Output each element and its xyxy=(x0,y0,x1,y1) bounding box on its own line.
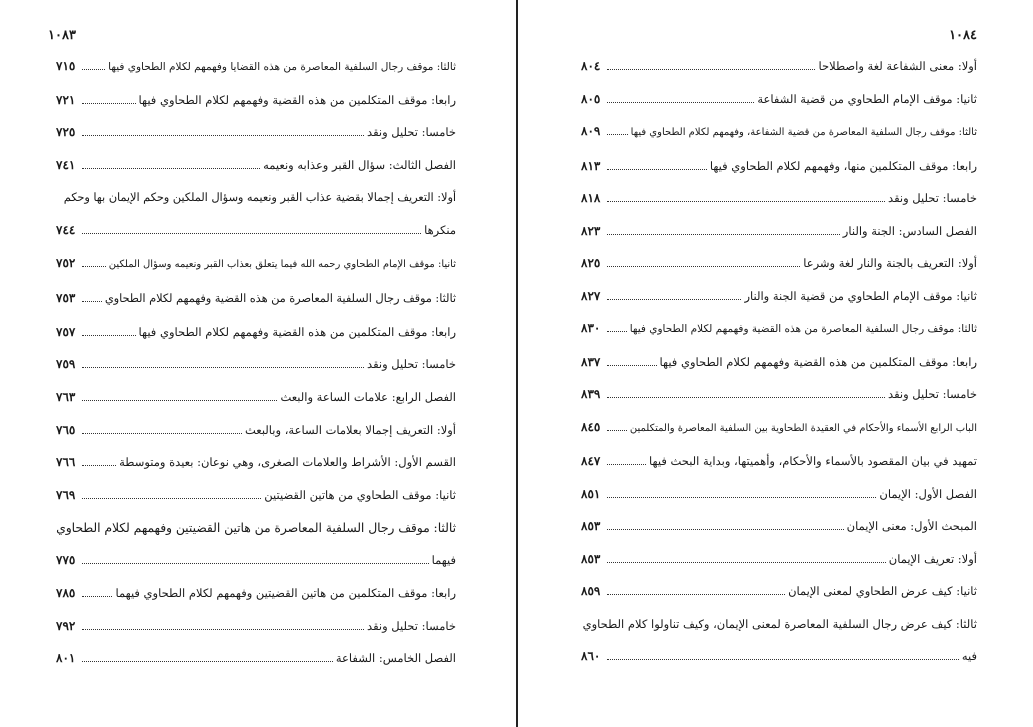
toc-entry-title-line: أولا: التعريف إجمالا بقضية عذاب القبر ونعيمه وسؤال الملكين وحكم الإيمان بها وحكم xyxy=(63,190,456,204)
toc-entry[interactable] xyxy=(581,223,977,239)
toc-entry[interactable] xyxy=(581,386,977,402)
dot-leader xyxy=(82,454,116,466)
toc-entry-title: ثانيا: كيف عرض الطحاوي لمعنى الإيمان xyxy=(788,584,977,598)
toc-entry-title: خامسا: تحليل ونقد xyxy=(367,125,456,140)
toc-entry-page-number: ٨٠٤ xyxy=(581,59,601,73)
toc-entry[interactable] xyxy=(56,92,456,108)
toc-entry-title: ثالثا: موقف رجال السلفية المعاصرة من هذه القضية وفهمهم لكلام الطحاوي xyxy=(104,291,456,305)
toc-entry[interactable] xyxy=(581,58,977,74)
toc-entry-title-line: ثالثا: كيف عرض رجال السلفية المعاصرة لمعنى الإيمان، وكيف تناولوا كلام الطحاوي xyxy=(582,616,977,631)
toc-entry-page-number: ٨٢٧ xyxy=(581,288,601,303)
toc-entry-title: تمهيد في بيان المقصود بالأسماء والأحكام، وأهميتها، وبداية البحث فيها xyxy=(649,454,977,468)
dot-leader xyxy=(607,354,656,366)
toc-entry-page-number: ٨٢٣ xyxy=(581,223,601,238)
toc-entry[interactable] xyxy=(56,454,456,470)
toc-entry-title: القسم الأول: الأشراط والعلامات الصغرى، وهي نوعان: بعيدة ومتوسطة xyxy=(119,455,456,470)
toc-entry-title-line: ثالثا: موقف رجال السلفية المعاصرة من هاتين القضيتين وفهمهم لكلام الطحاوي xyxy=(56,520,456,535)
toc-entry-page-number: ٧٢٥ xyxy=(56,125,76,140)
toc-entry-title: أولا: معنى الشفاعة لغة واصطلاحا xyxy=(818,59,977,73)
toc-entry-page-number: ٨٥٣ xyxy=(581,551,601,566)
toc-entry[interactable] xyxy=(581,255,977,271)
toc-entry-title: المبحث الأول: معنى الإيمان xyxy=(846,519,977,533)
toc-entry-page-number: ٧٤٤ xyxy=(56,223,76,238)
toc-entry[interactable] xyxy=(56,157,456,173)
toc-entry-page-number: ٨٣٩ xyxy=(581,387,601,401)
table-of-contents xyxy=(581,58,977,681)
toc-entry[interactable] xyxy=(581,320,977,337)
dot-leader xyxy=(607,486,876,498)
dot-leader xyxy=(607,419,627,431)
toc-entry-page-number: ٨٠٩ xyxy=(581,124,601,138)
toc-entry-page-number: ٨١٨ xyxy=(581,191,601,205)
toc-entry[interactable] xyxy=(56,389,456,405)
toc-entry-title: رابعا: موقف المتكلمين من هذه القضية وفهمهم لكلام الطحاوي فيها xyxy=(138,92,456,107)
dot-leader xyxy=(82,58,105,70)
dot-leader xyxy=(82,552,428,564)
dot-leader xyxy=(82,585,112,597)
dot-leader xyxy=(82,255,105,267)
toc-entry[interactable] xyxy=(56,422,456,438)
toc-entry[interactable] xyxy=(56,58,456,75)
toc-entry-title: رابعا: موقف المتكلمين منها، وفهمهم لكلام الطحاوي فيها xyxy=(709,158,977,173)
toc-entry-title: منكرها xyxy=(424,223,456,238)
toc-entry-title: أولا: تعريف الإيمان xyxy=(888,551,977,566)
toc-entry-title: الفصل الخامس: الشفاعة xyxy=(335,651,456,666)
dot-leader xyxy=(607,158,707,170)
toc-entry-title: فيهما xyxy=(431,553,456,568)
dot-leader xyxy=(607,583,785,595)
toc-entry-title: ثانيا: موقف الإمام الطحاوي من قضية الجنة والنار xyxy=(744,288,977,303)
toc-entry-title: ثالثا: موقف رجال السلفية المعاصرة من هذه القضية وفهمهم لكلام الطحاوي فيها xyxy=(629,323,977,335)
toc-entry-title: ثانيا: موقف الإمام الطحاوي رحمه الله فيما يتعلق بعذاب القبر ونعيمه وسؤال الملكين xyxy=(108,259,456,271)
toc-entry-title: الفصل الرابع: علامات الساعة والبعث xyxy=(280,389,456,404)
toc-entry-page-number: ٧٥٢ xyxy=(56,256,76,271)
toc-entry-page-number: ٧٨٥ xyxy=(56,586,76,600)
toc-entry[interactable] xyxy=(581,551,977,567)
toc-entry-page-number: ٧٦٣ xyxy=(56,389,76,404)
toc-entry-page-number: ٧٥٣ xyxy=(56,290,76,305)
toc-entry-title: ثالثا: موقف رجال السلفية المعاصرة من قضية الشفاعة، وفهمهم لكلام الطحاوي فيها xyxy=(630,127,977,138)
toc-entry[interactable] xyxy=(581,354,977,370)
dot-leader xyxy=(82,356,364,368)
dot-leader xyxy=(82,290,102,302)
toc-entry[interactable] xyxy=(56,650,456,666)
toc-entry-page-number: ٧٥٧ xyxy=(56,324,76,339)
toc-entry-page-number: ٨١٣ xyxy=(581,158,601,173)
dot-leader xyxy=(82,618,364,630)
toc-entry-title: ثالثا: موقف رجال السلفية المعاصرة من هذه القضايا وفهمهم لكلام الطحاوي فيها xyxy=(108,61,456,73)
dot-leader xyxy=(607,255,800,267)
dot-leader xyxy=(82,324,135,336)
toc-entry-page-number: ٧٦٦ xyxy=(56,455,76,470)
toc-entry[interactable] xyxy=(581,123,977,141)
dot-leader xyxy=(607,223,839,235)
toc-entry-page-number: ٨٠١ xyxy=(56,651,76,666)
dot-leader xyxy=(607,453,646,465)
dot-leader xyxy=(607,190,885,202)
toc-entry-title: الباب الرابع الأسماء والأحكام في العقيدة الطحاوية بين السلفية المعاصرة والمتكلمين xyxy=(629,422,977,434)
toc-entry[interactable] xyxy=(581,91,977,107)
toc-entry[interactable] xyxy=(581,486,977,502)
toc-entry[interactable] xyxy=(581,583,977,599)
toc-entry-title: الفصل الأول: الإيمان xyxy=(879,486,977,501)
toc-entry-page-number: ٧١٥ xyxy=(56,59,76,73)
toc-entry-page-number: ٧٦٩ xyxy=(56,487,76,502)
toc-entry[interactable] xyxy=(56,290,456,307)
toc-entry-page-number: ٨٣٧ xyxy=(581,354,601,369)
toc-entry-page-number: ٨٤٥ xyxy=(581,419,601,434)
toc-entry[interactable] xyxy=(56,585,456,601)
toc-entry[interactable] xyxy=(56,618,456,634)
toc-entry[interactable] xyxy=(581,453,977,469)
toc-entry-title: خامسا: تحليل ونقد xyxy=(888,191,977,205)
toc-entry-page-number: ٨٤٧ xyxy=(581,454,601,468)
toc-entry[interactable] xyxy=(581,190,977,206)
toc-entry-title: رابعا: موقف المتكلمين من هاتين القضيتين وفهمهم لكلام الطحاوي فيهما xyxy=(115,586,456,600)
dot-leader xyxy=(607,288,741,300)
table-of-contents xyxy=(56,58,456,683)
toc-entry[interactable] xyxy=(56,255,456,273)
toc-entry-title: ثانيا: موقف الطحاوي من هاتين القضيتين xyxy=(264,487,456,502)
dot-leader xyxy=(607,551,885,563)
right-page xyxy=(519,0,1033,727)
dot-leader xyxy=(82,389,277,401)
dot-leader xyxy=(82,124,364,136)
toc-entry-title: خامسا: تحليل ونقد xyxy=(888,387,977,401)
dot-leader xyxy=(82,487,261,499)
left-page xyxy=(0,0,516,727)
dot-leader xyxy=(82,222,421,234)
toc-entry[interactable] xyxy=(581,518,977,534)
toc-entry[interactable] xyxy=(56,124,456,140)
dot-leader xyxy=(607,386,885,398)
toc-entry-title: رابعا: موقف المتكلمين من هذه القضية وفهمهم لكلام الطحاوي فيها xyxy=(138,324,456,339)
toc-entry-title: الفصل الثالث: سؤال القبر وعذابه ونعيمه xyxy=(263,158,456,173)
dot-leader xyxy=(607,58,815,70)
toc-entry[interactable] xyxy=(56,356,456,372)
toc-entry-page-number: ٨٥١ xyxy=(581,486,601,501)
toc-entry-page-number: ٨٥٩ xyxy=(581,584,601,598)
dot-leader xyxy=(82,422,242,434)
dot-leader xyxy=(607,91,754,103)
dot-leader xyxy=(607,123,627,135)
toc-entry-page-number: ٧٩٢ xyxy=(56,618,76,633)
toc-entry-page-number: ٧٥٩ xyxy=(56,357,76,372)
toc-entry-page-number: ٧٤١ xyxy=(56,158,76,173)
toc-entry-page-number: ٨٥٣ xyxy=(581,519,601,533)
toc-entry-title: فيه xyxy=(961,649,977,663)
page-number: ١٠٨٤ xyxy=(949,28,977,43)
toc-entry[interactable] xyxy=(56,222,456,238)
toc-entry-title: الفصل السادس: الجنة والنار xyxy=(842,223,977,238)
toc-entry-title: خامسا: تحليل ونقد xyxy=(367,618,456,633)
toc-entry-page-number: ٨٢٥ xyxy=(581,256,601,270)
dot-leader xyxy=(607,518,843,530)
toc-entry-page-number: ٧٢١ xyxy=(56,92,76,107)
toc-entry-page-number: ٨٠٥ xyxy=(581,91,601,106)
toc-entry-title: رابعا: موقف المتكلمين من هذه القضية وفهمهم لكلام الطحاوي فيها xyxy=(659,354,977,369)
dot-leader xyxy=(82,650,333,662)
page-gutter-divider xyxy=(516,0,518,727)
toc-entry-page-number: ٨٣٠ xyxy=(581,321,601,335)
toc-entry-title: أولا: التعريف إجمالا بعلامات الساعة، وبالبعث xyxy=(244,422,456,437)
toc-entry[interactable] xyxy=(56,552,456,568)
toc-entry-page-number: ٨٦٠ xyxy=(581,649,601,663)
toc-entry-title: أولا: التعريف بالجنة والنار لغة وشرعا xyxy=(803,256,977,270)
toc-entry-title: خامسا: تحليل ونقد xyxy=(367,357,456,372)
toc-entry[interactable] xyxy=(581,648,977,664)
dot-leader xyxy=(607,320,626,332)
toc-entry[interactable] xyxy=(56,324,456,340)
dot-leader xyxy=(82,92,135,104)
toc-entry-title: ثانيا: موقف الإمام الطحاوي من قضية الشفاعة xyxy=(757,91,977,106)
toc-entry[interactable] xyxy=(56,487,456,503)
toc-entry[interactable] xyxy=(581,288,977,304)
dot-leader xyxy=(607,648,959,660)
toc-entry-page-number: ٧٦٥ xyxy=(56,422,76,437)
page-number: ١٠٨٣ xyxy=(48,28,76,43)
dot-leader xyxy=(82,157,260,169)
toc-entry[interactable] xyxy=(581,419,977,437)
toc-entry-page-number: ٧٧٥ xyxy=(56,553,76,568)
toc-entry[interactable] xyxy=(581,158,977,174)
